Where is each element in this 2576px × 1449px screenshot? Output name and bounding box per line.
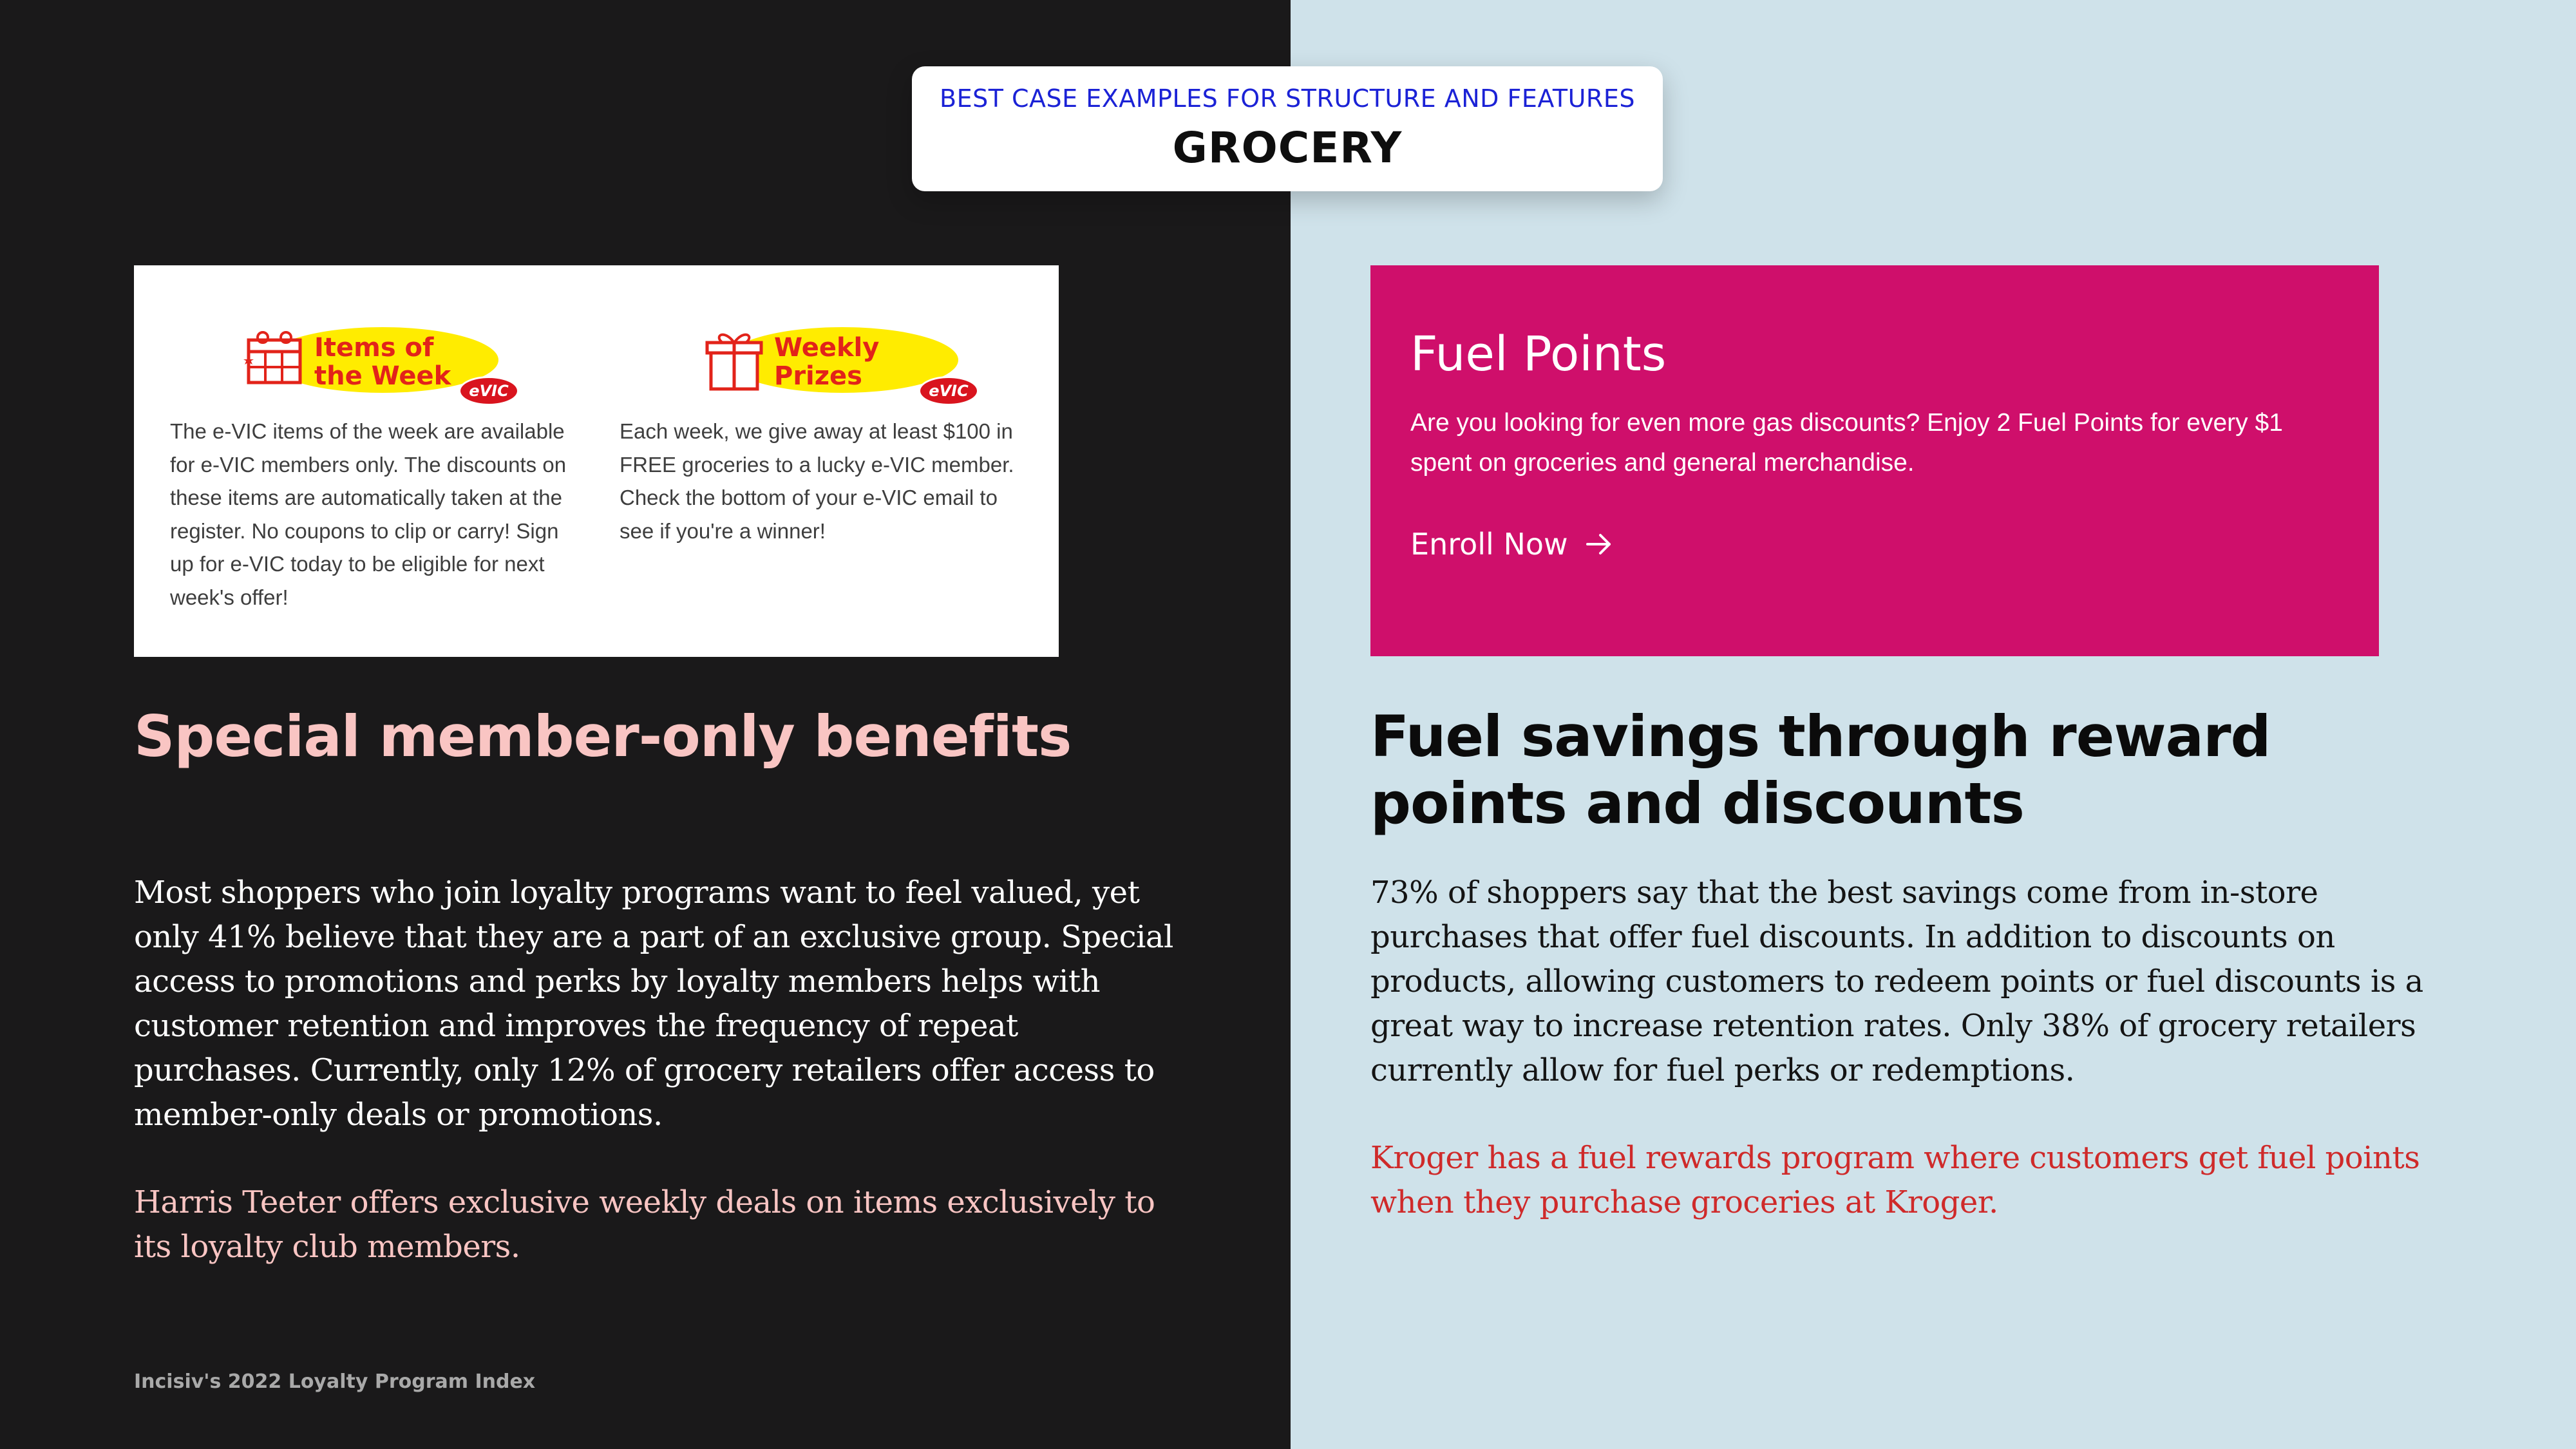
right-body-text: 73% of shoppers say that the best savings come from in-store purchases that offer fuel discounts. In addition to discounts on products, allowing customers to redeem points or fuel discounts is a great way to increase retention rates. Only 38% of grocery retailers currently allow for fuel perks or redemptions.: [1370, 875, 2423, 1088]
items-of-week-text: The e-VIC items of the week are available for e-VIC members only. The discounts on these items are automatically taken at the register. No coupons to clip or carry! Sign up for e-VIC today to be eligible for next week's offer!: [170, 419, 567, 609]
weekly-prizes-column: [620, 265, 1032, 657]
weekly-prizes-label: Weekly Prizes: [774, 333, 880, 391]
gift-icon: [701, 318, 765, 395]
header-card: [912, 66, 1663, 191]
fuel-points-card: [1370, 265, 2379, 656]
items-of-week-badge: [241, 318, 511, 400]
items-of-week-label: Items of the Week: [314, 333, 451, 391]
weekly-prizes-text: Each week, we give away at least $100 in FREE groceries to a lucky e-VIC member. Check the bottom of your e-VIC email to see if you're a winner!: [620, 419, 1014, 543]
calendar-icon: [241, 318, 305, 395]
right-heading: Fuel savings through reward points and discounts: [1370, 703, 2271, 837]
header-subtitle: BEST CASE EXAMPLES FOR STRUCTURE AND FEATURES: [940, 84, 1635, 113]
footer-source: Incisiv's 2022 Loyalty Program Index: [134, 1370, 536, 1393]
arrow-right-icon: [1585, 531, 1613, 557]
items-of-week-column: [170, 265, 582, 657]
evic-promo-image: [134, 265, 1059, 657]
weekly-prizes-badge: [701, 318, 971, 400]
evic-logo: eVIC: [459, 376, 519, 406]
right-example-text: Kroger has a fuel rewards program where customers get fuel points when they purchase groceries at Kroger.: [1370, 1140, 2420, 1220]
fuel-points-description: Are you looking for even more gas discounts? Enjoy 2 Fuel Points for every $1 spent on groceries and general merchandise.: [1410, 409, 2283, 477]
left-body-text: Most shoppers who join loyalty programs want to feel valued, yet only 41% believe that they are a part of an exclusive group. Special access to promotions and perks by loyalty members helps with customer retention and improves the frequency of repeat purchases. Currently, only 12% of grocery retailers offer access to member-only deals or promotions.: [134, 875, 1173, 1133]
evic-logo: eVIC: [918, 376, 979, 406]
left-heading: Special member-only benefits: [134, 703, 1072, 770]
enroll-now-link[interactable]: [1410, 518, 1613, 570]
page-title: GROCERY: [1172, 123, 1403, 173]
left-example-text: Harris Teeter offers exclusive weekly deals on items exclusively to its loyalty club members.: [134, 1184, 1155, 1265]
enroll-now-label: Enroll Now: [1410, 527, 1568, 562]
fuel-points-title: Fuel Points: [1410, 327, 1667, 382]
